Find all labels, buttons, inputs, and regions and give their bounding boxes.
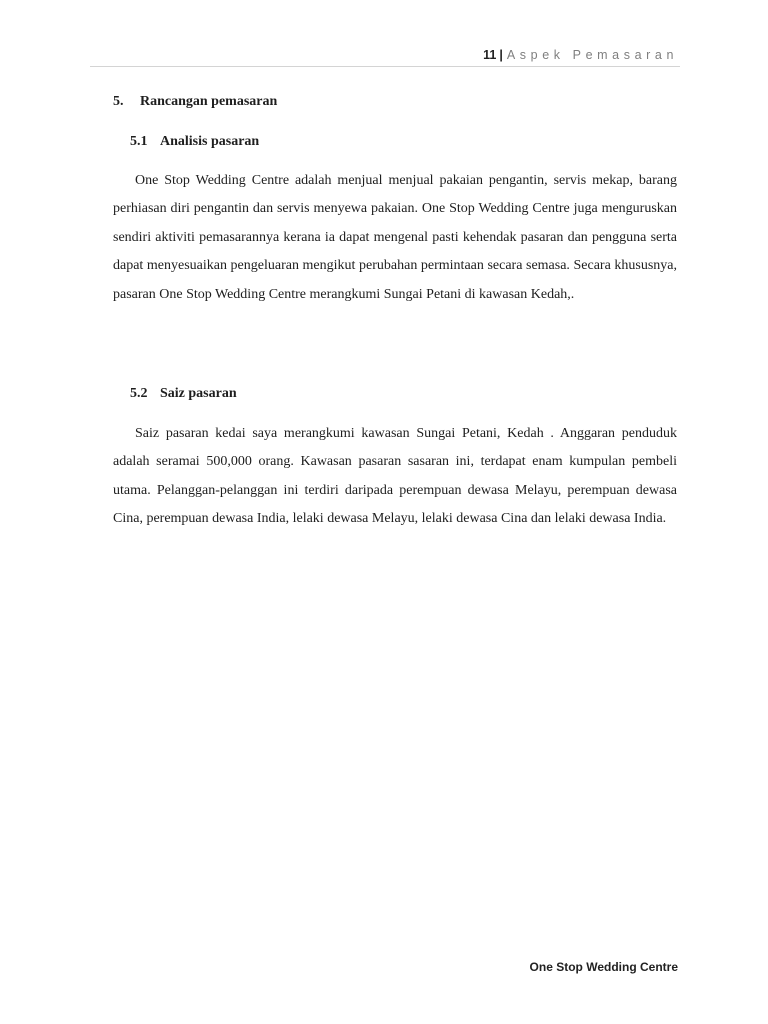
paragraph-analisis-pasaran: One Stop Wedding Centre adalah menjual menjual pakaian pengantin, servis mekap, barang perhiasan diri pengantin dan servis menyewa pakaian. One Stop Wedding Centre juga menguruskan sendiri aktiviti pemasarannya kerana ia dapat mengenal pasti kehendak pasaran dan pengguna serta dapat menyesuaikan pengeluaran mengikut perubahan permintaan secara semasa. Secara khususnya, pasaran One Stop Wedding Centre merangkumi Sungai Petani di kawasan Kedah,.: [113, 173, 677, 302]
running-title: Aspek Pemasaran: [506, 48, 678, 62]
section-title: Rancangan pemasaran: [140, 94, 278, 109]
section-number: 5.: [113, 94, 124, 109]
subsection-heading-5-2: [130, 385, 237, 403]
page-number: 11: [483, 48, 497, 62]
page-footer: One Stop Wedding Centre: [529, 960, 678, 974]
subsection-heading-5-1: [130, 133, 259, 151]
subsection-title: Analisis pasaran: [160, 134, 260, 149]
subsection-number: 5.2: [130, 386, 148, 401]
header-separator: |: [499, 48, 503, 62]
subsection-number: 5.1: [130, 134, 148, 149]
page-header: [483, 46, 678, 64]
subsection-title: Saiz pasaran: [160, 386, 237, 401]
header-divider: [90, 66, 680, 67]
section-heading: [113, 93, 277, 111]
paragraph-saiz-pasaran: Saiz pasaran kedai saya merangkumi kawasan Sungai Petani, Kedah . Anggaran penduduk adalah seramai 500,000 orang. Kawasan pasaran sasaran ini, terdapat enam kumpulan pembeli utama. Pelanggan-pelanggan ini terdiri daripada perempuan dewasa Melayu, perempuan dewasa Cina, perempuan dewasa India, lelaki dewasa Melayu, lelaki dewasa Cina dan lelaki dewasa India.: [113, 426, 677, 527]
